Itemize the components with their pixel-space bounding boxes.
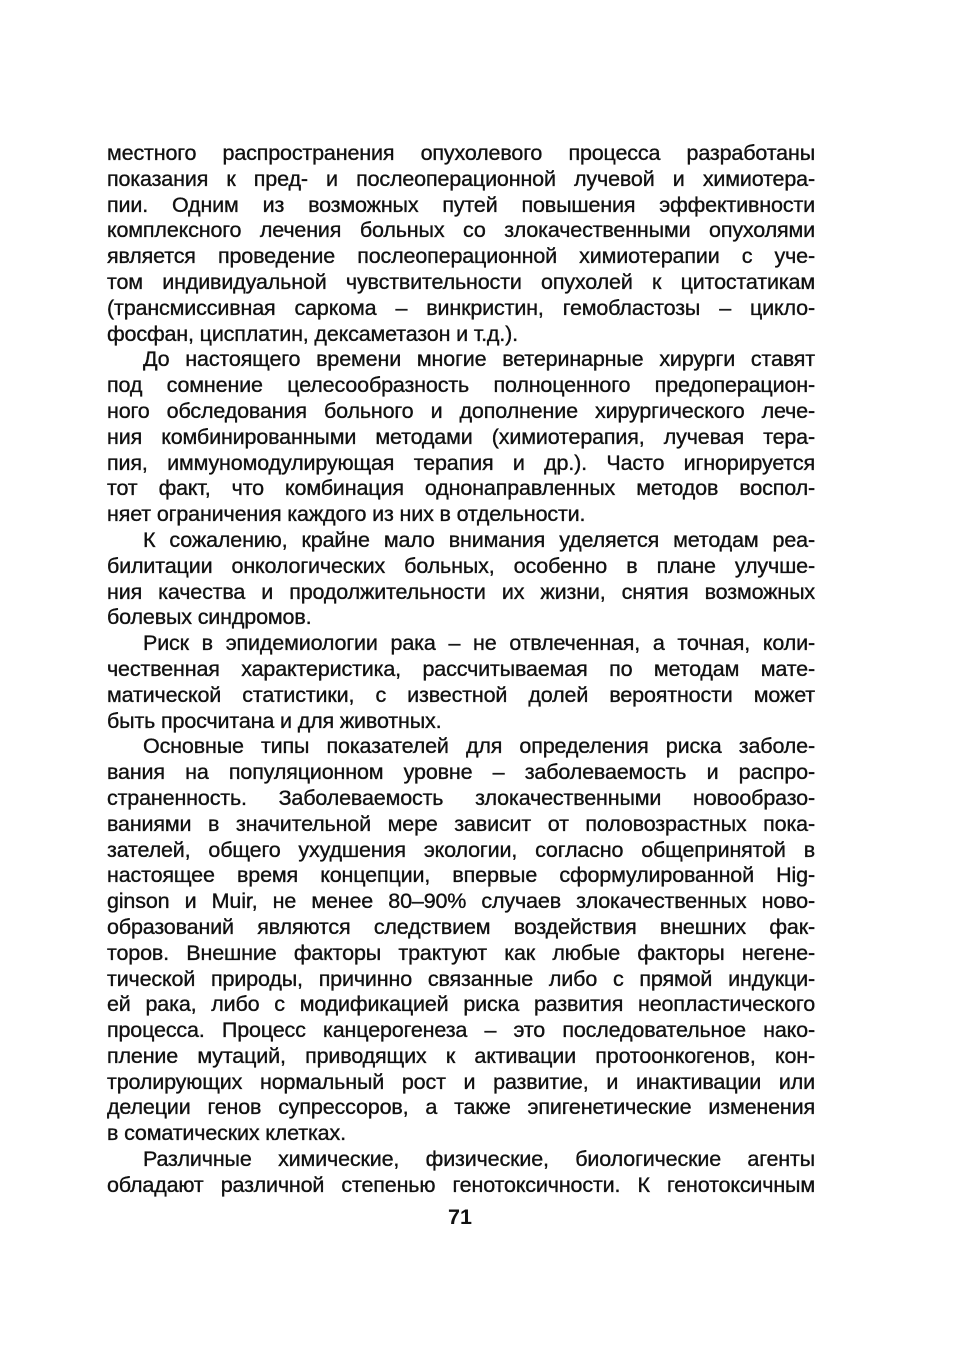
- paragraph: [107, 631, 815, 734]
- text-line: страненность. Заболеваемость злокачественными новообразо-: [107, 785, 815, 810]
- text-line: Различные химические, физические, биологические агенты: [143, 1147, 815, 1172]
- text-line: пление мутаций, приводящих к активации протоонкогенов, кон-: [107, 1043, 815, 1068]
- paragraph: [107, 528, 815, 631]
- text-line: настоящее время концепции, впервые сформулированной Hig-: [107, 863, 815, 888]
- text-line: ваниями в значительной мере зависит от половозрастных пока-: [107, 811, 815, 836]
- body-text: [107, 141, 815, 1199]
- text-line: тот факт, что комбинация однонаправленных методов воспол-: [107, 476, 815, 501]
- text-line: До настоящего времени многие ветеринарные хирурги ставят: [143, 347, 815, 372]
- page-number: 71: [448, 1205, 472, 1229]
- text-line: торов. Внешние факторы трактуют как любые факторы негене-: [107, 940, 815, 965]
- text-line: является проведение послеоперационной химиотерапии с уче-: [107, 244, 815, 269]
- text-line: Риск в эпидемиологии рака – не отвлеченная, а точная, коли-: [143, 631, 815, 656]
- text-line: в соматических клетках.: [107, 1121, 346, 1146]
- text-line: ного обследования больного и дополнение хирургического лече-: [107, 398, 815, 423]
- text-line: вания на популяционном уровне – заболеваемость и распро-: [107, 760, 815, 785]
- text-line: болевых синдромов.: [107, 605, 312, 630]
- text-line: обладают различной степенью генотоксичности. К генотоксичным: [107, 1172, 815, 1197]
- text-line: няет ограничения каждого из них в отдельности.: [107, 502, 586, 527]
- text-line: ей рака, либо с модификацией риска развития неопластического: [107, 992, 815, 1017]
- paragraph: [107, 141, 815, 347]
- text-line: ния качества и продолжительности их жизни, снятия возможных: [107, 579, 815, 604]
- paragraph: [107, 1147, 815, 1199]
- paragraph: [107, 347, 815, 528]
- text-line: показания к пред- и послеоперационной лучевой и химиотера-: [107, 166, 815, 191]
- text-line: Основные типы показателей для определения риска заболе-: [143, 734, 815, 759]
- text-line: матической статистики, с известной долей вероятности может: [107, 682, 815, 707]
- text-line: том индивидуальной чувствительности опухолей к цитостатикам: [107, 269, 815, 294]
- text-line: фосфан, цисплатин, дексаметазон и т.д.).: [107, 321, 518, 346]
- text-line: зателей, общего ухудшения экологии, согласно общепринятой в: [107, 837, 815, 862]
- text-line: комплексного лечения больных со злокачественными опухолями: [107, 218, 815, 243]
- text-line: ния комбинированными методами (химиотерапия, лучевая тера-: [107, 424, 815, 449]
- text-line: тической природы, причинно связанные либо с прямой индукци-: [107, 966, 815, 991]
- text-line: процесса. Процесс канцерогенеза – это последовательное нако-: [107, 1018, 815, 1043]
- text-line: (трансмиссивная саркома – винкристин, гемобластозы – цикло-: [107, 295, 815, 320]
- text-line: билитации онкологических больных, особенно в плане улучше-: [107, 553, 815, 578]
- text-line: К сожалению, крайне мало внимания уделяется методам реа-: [143, 527, 815, 552]
- text-line: образований являются следствием воздействия внешних фак-: [107, 914, 815, 939]
- text-line: местного распространения опухолевого процесса разработаны: [107, 141, 815, 165]
- text-line: под сомнение целесообразность полноценного предоперацион-: [107, 373, 815, 398]
- text-line: быть просчитана и для животных.: [107, 708, 442, 733]
- text-line: пия, иммуномодулирующая терапия и др.). Часто игнорируется: [107, 450, 815, 475]
- text-line: ginson и Muir, не менее 80–90% случаев злокачественных ново-: [107, 889, 815, 914]
- text-line: чественная характеристика, рассчитываемая по методам мате-: [107, 656, 815, 681]
- text-line: тролирующих нормальный рост и развитие, и инактивации или: [107, 1069, 815, 1094]
- text-line: делеции генов супрессоров, а также эпигенетические изменения: [107, 1095, 815, 1120]
- paragraph: [107, 734, 815, 1147]
- text-line: пии. Одним из возможных путей повышения эффективности: [107, 192, 815, 217]
